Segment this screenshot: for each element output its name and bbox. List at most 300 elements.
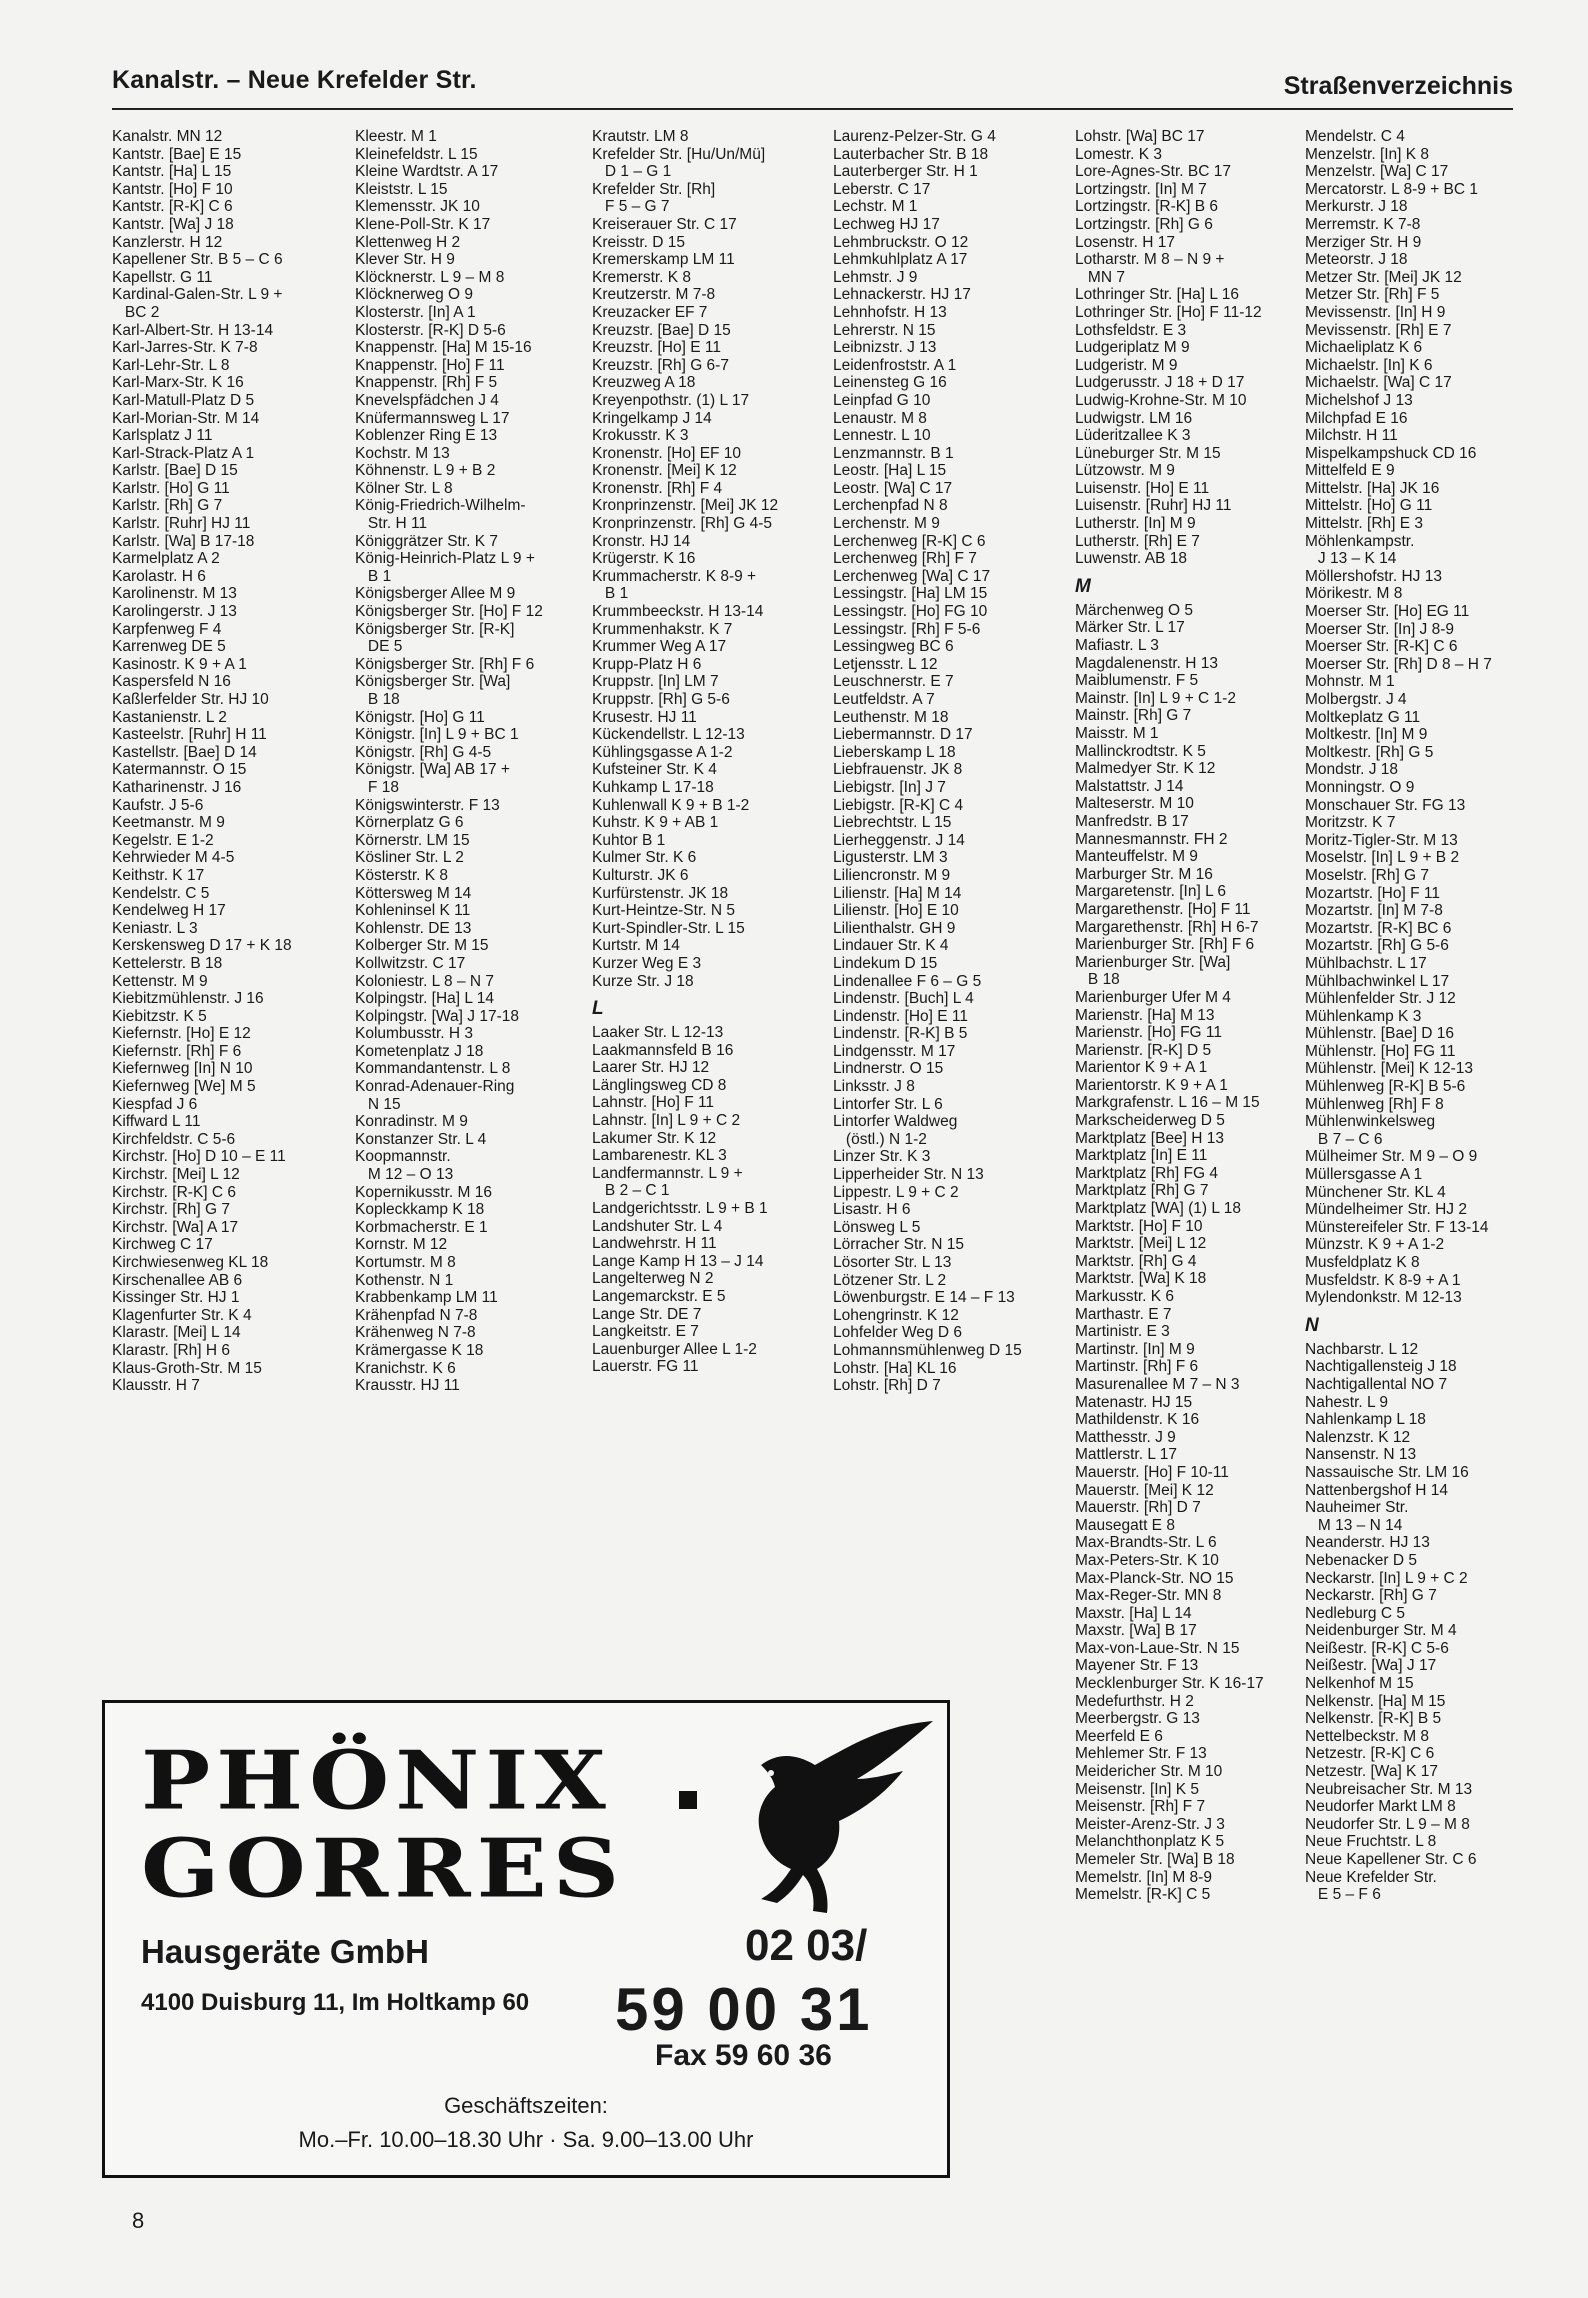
street-entry: Kückendellstr. L 12-13 [592,726,745,744]
street-entry: Kantstr. [Wa] J 18 [112,215,234,233]
street-entry: Konrad-Adenauer-Ring [355,1078,515,1096]
street-entry: Memelstr. [In] M 8-9 [1075,1868,1212,1886]
street-entry: Lennestr. L 10 [833,427,931,445]
street-entry: Klausstr. H 7 [112,1377,200,1395]
street-entry: Maisstr. M 1 [1075,725,1159,742]
street-entry: Lerchenweg [Wa] C 17 [833,567,991,585]
street-entry: Lohmannsmühlenweg D 15 [833,1341,1022,1359]
street-entry: Meisenstr. [In] K 5 [1075,1780,1200,1798]
street-entry: Lindenstr. [Buch] L 4 [833,990,974,1008]
street-entry: Musfeldplatz K 8 [1305,1254,1420,1271]
street-entry: Liebigstr. [R-K] C 4 [833,796,964,814]
street-entry: Lothringer Str. [Ha] L 16 [1075,286,1239,304]
street-entry: Karl-Jarres-Str. K 7-8 [112,339,258,357]
street-entry: Meteorstr. J 18 [1305,251,1408,269]
street-entry: Mühlenkamp K 3 [1305,1007,1422,1025]
street-entry: Mevissenstr. [Rh] E 7 [1305,321,1452,339]
street-entry: Lönsweg L 5 [833,1218,921,1236]
street-entry: Nelkenstr. [Ha] M 15 [1305,1692,1446,1710]
street-entry: Karolingerstr. J 13 [112,603,237,621]
street-entry: Lohfelder Weg D 6 [833,1324,962,1342]
street-entry: Lüneburger Str. M 15 [1075,444,1221,462]
street-entry: Moltkestr. [In] M 9 [1305,726,1428,744]
street-entry: Lehnackerstr. HJ 17 [833,286,971,304]
street-entry: Karlstr. [Ruhr] HJ 11 [112,515,251,533]
street-entry: Maxstr. [Wa] B 17 [1075,1622,1197,1640]
street-entry: Lindenstr. [Ho] E 11 [833,1007,968,1025]
street-entry: Lomestr. K 3 [1075,145,1163,163]
street-entry: Nauheimer Str. [1305,1499,1409,1517]
street-entry: Nattenbergshof H 14 [1305,1481,1449,1499]
street-entry: Lothringer Str. [Ho] F 11-12 [1075,303,1262,321]
street-entry: Krausstr. HJ 11 [355,1377,460,1395]
street-entry: Lötzener Str. L 2 [833,1271,947,1289]
street-entry: Kaspersfeld N 16 [112,673,231,691]
street-entry: Molbergstr. J 4 [1305,691,1407,708]
street-entry: Mehlemer Str. F 13 [1075,1745,1207,1763]
street-entry: Metzer Str. [Rh] F 5 [1305,286,1440,304]
street-column-5 [1075,128,1310,1904]
street-entry: Kösliner Str. L 2 [355,849,464,867]
street-entry: Medefurthstr. H 2 [1075,1692,1194,1710]
street-entry: Karpfenweg F 4 [112,620,222,638]
street-entry: Kurt-Spindler-Str. L 15 [592,919,745,937]
street-entry: Kirchstr. [Ho] D 10 – E 11 [112,1148,286,1166]
street-entry: Leberstr. C 17 [833,180,931,198]
street-entry: Karlstr. [Bae] D 15 [112,462,238,480]
street-entry: Kerskensweg D 17 + K 18 [112,937,292,955]
street-entry: Maiblumenstr. F 5 [1075,672,1199,690]
street-entry: Neißestr. [R-K] C 5-6 [1305,1639,1449,1657]
street-entry: Neidenburger Str. M 4 [1305,1622,1457,1640]
street-entry: Kolberger Str. M 15 [355,937,489,955]
street-entry: Kronprinzenstr. [Rh] G 4-5 [592,515,773,533]
street-entry: Marburger Str. M 16 [1075,865,1213,883]
street-entry: Klosterstr. [In] A 1 [355,303,476,321]
street-entry: Karolinenstr. M 13 [112,585,237,603]
street-entry: Leuschnerstr. E 7 [833,673,954,691]
advertisement-box [102,1700,950,2178]
street-entry: Mozartstr. [In] M 7-8 [1305,902,1443,920]
street-entry: Neckarstr. [In] L 9 + C 2 [1305,1569,1468,1587]
street-entry: Klaus-Groth-Str. M 15 [112,1359,262,1377]
street-entry: Lauterbacher Str. B 18 [833,145,989,163]
street-entry: Merremstr. K 7-8 [1305,215,1421,233]
street-entry: Neue Kapellener Str. C 6 [1305,1851,1477,1868]
brand-line-2: GORRES [141,1821,626,1917]
street-entry: Michelshof J 13 [1305,391,1413,409]
street-entry: Michaelstr. [In] K 6 [1305,356,1433,374]
street-entry: Str. H 11 [355,515,428,533]
street-entry: Marktplatz [WA] (1) L 18 [1075,1200,1241,1218]
street-entry: Mörikestr. M 8 [1305,585,1403,603]
street-entry: Müllersgasse A 1 [1305,1166,1423,1184]
street-entry: Mercatorstr. L 8-9 + BC 1 [1305,180,1479,198]
page-header-range: Kanalstr. – Neue Krefelder Str. [112,66,477,94]
street-entry: Kirchwiesenweg KL 18 [112,1254,269,1271]
street-entry: Kettelerstr. B 18 [112,954,223,972]
street-entry: Merkurstr. J 18 [1305,198,1408,216]
street-entry: Kendelweg H 17 [112,902,226,920]
street-entry: DE 5 [355,638,403,656]
street-entry: Königswinterstr. F 13 [355,796,500,814]
street-entry: Landshuter Str. L 4 [592,1217,723,1235]
street-entry: Königstr. [Ho] G 11 [355,708,485,726]
street-entry: Königstr. [In] L 9 + BC 1 [355,726,519,744]
street-entry: BC 2 [112,303,160,321]
street-entry: Mozartstr. [Ho] F 11 [1305,884,1440,902]
street-entry: König-Friedrich-Wilhelm- [355,497,526,515]
street-entry: Krähenpfad N 7-8 [355,1306,478,1324]
street-entry: Köttersweg M 14 [355,884,472,902]
street-entry: Moerser Str. [R-K] C 6 [1305,638,1458,656]
street-entry: Kopernikusstr. M 16 [355,1183,492,1201]
street-entry: Lothsfeldstr. E 3 [1075,321,1187,339]
street-entry: Kohleninsel K 11 [355,902,471,920]
street-entry: Liebrechtstr. L 15 [833,814,952,832]
street-entry: Lore-Agnes-Str. BC 17 [1075,163,1231,181]
street-entry: MN 7 [1075,268,1125,286]
street-entry: Lortzingstr. [In] M 7 [1075,180,1207,198]
street-entry: Karl-Strack-Platz A 1 [112,444,255,462]
street-entry: Netzestr. [R-K] C 6 [1305,1745,1435,1763]
street-entry: Kapellener Str. B 5 – C 6 [112,251,283,269]
street-entry: Kiefernstr. [Ho] E 12 [112,1025,251,1043]
street-entry: Lilienthalstr. GH 9 [833,919,956,937]
street-entry: Mühlenstr. [Ho] FG 11 [1305,1042,1456,1060]
street-entry: Krügerstr. K 16 [592,550,696,568]
street-entry: Karl-Lehr-Str. L 8 [112,356,230,374]
street-entry: Langemarckstr. E 5 [592,1288,726,1305]
street-entry: Max-von-Laue-Str. N 15 [1075,1639,1240,1657]
street-entry: Kranichstr. K 6 [355,1359,456,1377]
street-entry: Körnerplatz G 6 [355,814,464,832]
street-entry: Markscheiderweg D 5 [1075,1112,1225,1130]
street-entry: Kometenplatz J 18 [355,1042,484,1060]
street-entry: Moltkeplatz G 11 [1305,708,1421,726]
street-entry: Ludgeriplatz M 9 [1075,339,1190,357]
street-entry: Lechweg HJ 17 [833,215,940,233]
street-entry: Kendelstr. C 5 [112,884,210,902]
page-header-section: Straßenverzeichnis [1283,72,1513,100]
street-entry: Leinpfad G 10 [833,391,931,409]
street-entry: Ligusterstr. LM 3 [833,849,948,867]
street-entry: Neckarstr. [Rh] G 7 [1305,1587,1437,1605]
street-entry: Malteserstr. M 10 [1075,795,1194,813]
street-entry: Mispelkampshuck CD 16 [1305,444,1477,462]
street-column-2 [355,128,590,1395]
street-entry: Kohlenstr. DE 13 [355,919,472,937]
street-entry: Kuhtor B 1 [592,831,666,849]
street-entry: Klarastr. [Rh] H 6 [112,1341,231,1359]
street-entry: Liebigstr. [In] J 7 [833,778,946,796]
street-entry: Königstr. [Wa] AB 17 + [355,761,510,779]
street-entry: Mauerstr. [Mei] K 12 [1075,1481,1214,1499]
street-entry: Marienstr. [R-K] D 5 [1075,1041,1212,1059]
street-entry: Kantstr. [Ha] L 15 [112,163,232,181]
street-entry: Lörracher Str. N 15 [833,1236,964,1254]
street-entry: König-Heinrich-Platz L 9 + [355,550,535,568]
street-entry: Lerchenweg [Rh] F 7 [833,550,977,568]
street-entry: Ludgeristr. M 9 [1075,356,1178,374]
street-entry: Luisenstr. [Ruhr] HJ 11 [1075,497,1232,515]
street-entry: Möhlenkampstr. [1305,532,1415,550]
street-entry: Kortumstr. M 8 [355,1254,456,1271]
street-entry: Milchpfad E 16 [1305,409,1408,427]
street-entry: Meidericher Str. M 10 [1075,1763,1223,1781]
phone-number: 59 00 31 [615,1976,873,2043]
street-entry: Kronenstr. [Rh] F 4 [592,479,723,497]
street-entry: B 2 – C 1 [592,1182,670,1200]
street-entry: Kanalstr. MN 12 [112,128,223,145]
street-entry: Lilienstr. [Ho] E 10 [833,902,959,920]
street-entry: Kösterstr. K 8 [355,866,449,884]
street-entry: Klarastr. [Mei] L 14 [112,1324,241,1342]
street-entry: Kronenstr. [Mei] K 12 [592,462,737,480]
street-entry: Lüderitzallee K 3 [1075,427,1191,445]
street-entry: Luwenstr. AB 18 [1075,550,1188,568]
street-entry: Nachtigallental NO 7 [1305,1375,1448,1393]
street-entry: Laurenz-Pelzer-Str. G 4 [833,128,996,145]
street-entry: Marktplatz [Rh] G 7 [1075,1182,1209,1200]
street-entry: Konstanzer Str. L 4 [355,1130,487,1148]
street-entry: Nachbarstr. L 12 [1305,1340,1419,1358]
street-entry: Leibnizstr. J 13 [833,339,937,357]
street-entry: Milchstr. H 11 [1305,427,1398,445]
company-address: 4100 Duisburg 11, Im Holtkamp 60 [141,1989,530,2016]
street-entry: Manteuffelstr. M 9 [1075,848,1198,866]
street-entry: Mittelstr. [Rh] E 3 [1305,515,1424,533]
street-entry: Nassauische Str. LM 16 [1305,1463,1469,1481]
street-entry: Leidenfroststr. A 1 [833,356,957,374]
street-entry: Klosterstr. [R-K] D 5-6 [355,321,506,339]
opening-hours: Mo.–Fr. 10.00–18.30 Uhr · Sa. 9.00–13.00 Uhr [298,2127,754,2152]
street-entry: Neue Krefelder Str. [1305,1868,1437,1886]
street-entry: Klagenfurter Str. K 4 [112,1306,252,1324]
street-entry: Lindenallee F 6 – G 5 [833,972,982,990]
street-entry: Nebenacker D 5 [1305,1551,1418,1569]
street-entry: Kuhkamp L 17-18 [592,778,714,796]
street-entry: Mittelfeld E 9 [1305,462,1395,480]
street-entry: Korbmacherstr. E 1 [355,1218,488,1236]
street-entry: Mozartstr. [Rh] G 5-6 [1305,937,1449,955]
street-entry: Musfeldstr. K 8-9 + A 1 [1305,1271,1461,1289]
street-entry: Münstereifeler Str. F 13-14 [1305,1218,1489,1236]
street-entry: Nahlenkamp L 18 [1305,1411,1426,1429]
street-entry: Lindenstr. [R-K] B 5 [833,1025,968,1043]
street-entry: Klene-Poll-Str. K 17 [355,215,491,233]
street-entry: Neißestr. [Wa] J 17 [1305,1657,1437,1675]
street-entry: Neudorfer Str. L 9 – M 8 [1305,1815,1470,1833]
street-entry: Karlstr. [Rh] G 7 [112,497,223,515]
street-entry: Kleine Wardtstr. A 17 [355,163,499,181]
street-entry: B 18 [1075,971,1120,989]
street-entry: Lehmkuhlplatz A 17 [833,251,968,269]
street-entry: Moerser Str. [Rh] D 8 – H 7 [1305,655,1492,673]
street-entry: Lutherstr. [In] M 9 [1075,515,1196,533]
street-entry: Lessingstr. [Rh] F 5-6 [833,620,981,638]
street-entry: Kehrwieder M 4-5 [112,849,235,867]
street-entry: Krefelder Str. [Hu/Un/Mü] [592,145,766,163]
street-entry: Neubreisacher Str. M 13 [1305,1780,1473,1798]
street-entry: Netzestr. [Wa] K 17 [1305,1763,1438,1781]
street-entry: Mühlenfelder Str. J 12 [1305,990,1456,1008]
street-entry: Kronstr. HJ 14 [592,532,691,550]
street-entry: Nachtigallensteig J 18 [1305,1358,1457,1376]
street-entry: Mittelstr. [Ho] G 11 [1305,497,1433,515]
street-entry: Malstattstr. J 14 [1075,777,1184,795]
street-entry: Moselstr. [In] L 9 + B 2 [1305,849,1460,867]
street-entry: Keithstr. K 17 [112,866,205,884]
street-entry: Krummer Weg A 17 [592,638,727,656]
street-entry: Kapellstr. G 11 [112,268,213,286]
street-entry: Monningstr. O 9 [1305,778,1415,796]
street-entry: Kantstr. [Ho] F 10 [112,180,233,198]
street-entry: Ludwigstr. LM 16 [1075,409,1193,427]
street-entry: Kiefernstr. [Rh] F 6 [112,1042,242,1060]
street-entry: Länglingsweg CD 8 [592,1076,727,1094]
street-entry: Mauerstr. [Ho] F 10-11 [1075,1463,1229,1481]
street-entry: Lechstr. M 1 [833,198,918,216]
street-column-4 [833,128,1068,1395]
street-entry: Lipperheider Str. N 13 [833,1166,984,1184]
street-entry: Lindgensstr. M 17 [833,1042,956,1060]
street-entry: B 1 [592,585,629,603]
street-entry: Langkeitstr. E 7 [592,1323,699,1341]
street-entry: Kruppstr. [Rh] G 5-6 [592,691,730,708]
page-number: 8 [132,2208,145,2233]
street-entry: Karl-Marx-Str. K 16 [112,374,244,392]
street-entry: Neanderstr. HJ 13 [1305,1534,1430,1552]
street-entry: J 13 – K 14 [1305,550,1397,568]
street-entry: Mathildenstr. K 16 [1075,1411,1200,1429]
street-entry: Kulturstr. JK 6 [592,866,689,884]
street-entry: Lortzingstr. [Rh] G 6 [1075,215,1213,233]
header-rule [112,108,1513,110]
street-entry: Kirchweg C 17 [112,1236,213,1254]
street-entry: Kiefernweg [In] N 10 [112,1060,253,1078]
street-entry: Krähenweg N 7-8 [355,1324,476,1342]
street-entry: Kastellstr. [Bae] D 14 [112,743,257,761]
street-entry: Koopmannstr. [355,1148,451,1166]
street-entry: Kopleckkamp K 18 [355,1201,485,1219]
street-entry: Michaelstr. [Wa] C 17 [1305,374,1452,392]
street-entry: Martinstr. [In] M 9 [1075,1340,1195,1358]
street-entry: Kreuzstr. [Bae] D 15 [592,321,731,339]
street-entry: Melanchthonplatz K 5 [1075,1833,1225,1851]
street-entry: Lützowstr. M 9 [1075,462,1175,480]
street-entry: Klöcknerstr. L 9 – M 8 [355,268,505,286]
street-entry: Marientorstr. K 9 + A 1 [1075,1076,1228,1094]
street-entry: Neue Fruchtstr. L 8 [1305,1833,1437,1851]
street-entry: Nahestr. L 9 [1305,1393,1389,1411]
street-entry: Mühlbachstr. L 17 [1305,954,1427,972]
street-entry: Landfermannstr. L 9 + [592,1164,743,1182]
street-entry: Kirchstr. [Wa] A 17 [112,1218,239,1236]
street-entry: Kühlingsgasse A 1-2 [592,743,733,761]
street-entry: Marienburger Str. [Wa] [1075,953,1231,971]
street-entry: Metzer Str. [Mei] JK 12 [1305,268,1462,286]
street-entry: Kreyenpothstr. (1) L 17 [592,391,750,409]
street-entry: Kremerstr. K 8 [592,268,692,286]
street-entry: Mülheimer Str. M 9 – O 9 [1305,1148,1478,1166]
street-entry: Margarethenstr. [Rh] H 6-7 [1075,918,1259,936]
street-entry: Konradinstr. M 9 [355,1113,468,1131]
street-entry: Mühlenweg [Rh] F 8 [1305,1095,1444,1113]
street-entry: Kremerskamp LM 11 [592,251,735,269]
street-entry: Marktstr. [Rh] G 4 [1075,1252,1197,1270]
street-entry: Koloniestr. L 8 – N 7 [355,972,495,990]
street-entry: Keetmanstr. M 9 [112,814,225,832]
street-entry: Lauerstr. FG 11 [592,1358,699,1376]
street-entry: Kreuzacker EF 7 [592,303,708,321]
street-entry: Kantstr. [R-K] C 6 [112,198,233,216]
street-entry: Laarer Str. HJ 12 [592,1059,710,1077]
street-entry: Lehmbruckstr. O 12 [833,233,969,251]
street-entry: Märker Str. L 17 [1075,619,1185,637]
street-entry: Lange Kamp H 13 – J 14 [592,1252,764,1270]
street-entry: Matenastr. HJ 15 [1075,1393,1193,1411]
street-entry: Krummacherstr. K 8-9 + [592,567,757,585]
company-name: Hausgeräte GmbH [141,1933,429,1970]
street-entry: Mittelstr. [Ha] JK 16 [1305,479,1440,497]
street-entry: Michaeliplatz K 6 [1305,339,1423,357]
street-entry: Krummenhakstr. K 7 [592,620,733,638]
street-entry: Meerfeld E 6 [1075,1727,1163,1745]
street-entry: B 18 [355,691,400,708]
street-entry: Lindnerstr. O 15 [833,1060,944,1078]
street-entry: Knappenstr. [Ho] F 11 [355,356,505,374]
street-entry: Margarethenstr. [Ho] F 11 [1075,900,1251,918]
street-entry: Krokusstr. K 3 [592,427,689,445]
street-entry: F 5 – G 7 [592,198,670,216]
street-entry: Neudorfer Markt LM 8 [1305,1798,1456,1816]
street-entry: Kiefernweg [We] M 5 [112,1078,256,1096]
street-entry: Marktplatz [Bee] H 13 [1075,1129,1225,1147]
street-entry: Mecklenburger Str. K 16-17 [1075,1675,1264,1693]
street-entry: Kiffward L 11 [112,1113,201,1131]
street-entry: F 18 [355,778,399,796]
street-entry: Nelkenstr. [R-K] B 5 [1305,1710,1442,1728]
street-entry: Kuhstr. K 9 + AB 1 [592,814,719,832]
street-entry: Lohstr. [Wa] BC 17 [1075,128,1205,145]
street-entry: Kuhlenwall K 9 + B 1-2 [592,796,750,814]
street-entry: Max-Planck-Str. NO 15 [1075,1569,1234,1587]
street-entry: Mainstr. [Rh] G 7 [1075,707,1192,725]
street-entry: Laaker Str. L 12-13 [592,1024,724,1042]
street-entry: Menzelstr. [Wa] C 17 [1305,163,1449,181]
street-entry: Karlstr. [Wa] B 17-18 [112,532,255,550]
street-entry: Kaßlerfelder Str. HJ 10 [112,691,269,708]
street-entry: Marienburger Ufer M 4 [1075,988,1231,1006]
street-entry: (östl.) N 1-2 [833,1130,927,1148]
street-entry: Kothenstr. N 1 [355,1271,454,1289]
street-entry: Karl-Albert-Str. H 13-14 [112,321,274,339]
street-entry: Martinistr. E 3 [1075,1323,1170,1341]
street-entry: Kufsteiner Str. K 4 [592,761,717,779]
street-entry: Kissinger Str. HJ 1 [112,1289,240,1307]
street-entry: Lisastr. H 6 [833,1201,911,1219]
street-entry: Karmelplatz A 2 [112,550,220,568]
street-entry: Mühlenstr. [Bae] D 16 [1305,1025,1455,1043]
street-entry: Leinensteg G 16 [833,374,947,392]
street-entry: Nettelbeckstr. M 8 [1305,1727,1430,1745]
street-entry: Knappenstr. [Rh] F 5 [355,374,498,392]
street-entry: Kreisstr. D 15 [592,233,686,251]
street-entry: Mündelheimer Str. HJ 2 [1305,1201,1467,1219]
street-entry: Karlstr. [Ho] G 11 [112,479,230,497]
street-entry: Moltkestr. [Rh] G 5 [1305,743,1434,761]
